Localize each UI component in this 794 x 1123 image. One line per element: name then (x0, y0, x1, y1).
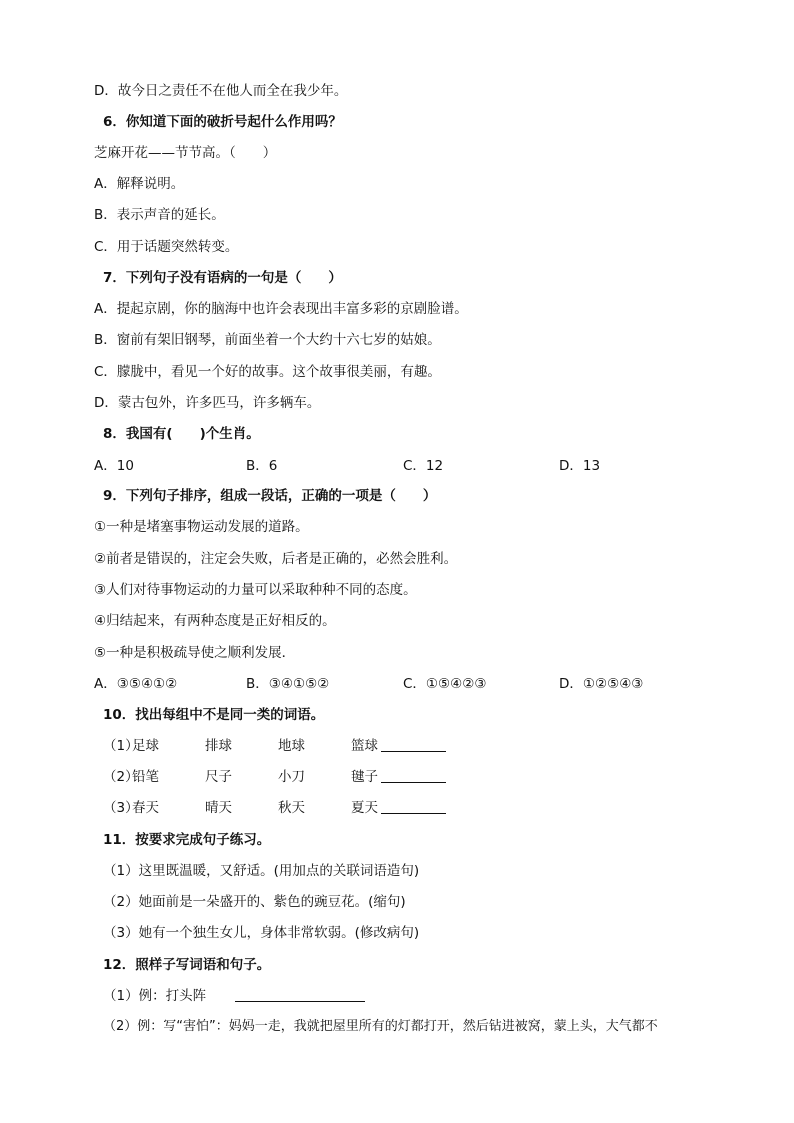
q12-stem: 12．照样子写词语和句子。 (103, 957, 271, 973)
q10-group-1-word-2: 排球 (205, 738, 232, 754)
q10-group-3-word-2: 晴天 (205, 800, 232, 816)
q10-group-3-word-3: 秋天 (278, 800, 305, 816)
q6-stem: 6．你知道下面的破折号起什么作用吗？ (103, 114, 342, 130)
q10-group-3-answer-blank[interactable] (381, 799, 446, 814)
q8-option-a: A．10 (94, 458, 134, 474)
q8-stem: 8．我国有( )个生肖。 (103, 426, 260, 442)
q8-option-b: B．6 (246, 458, 278, 474)
q9-sentence-5: ⑤一种是积极疏导使之顺利发展． (94, 645, 296, 661)
q9-stem: 9．下列句子排序，组成一段话，正确的一项是（ ） (103, 488, 437, 504)
q6-example: 芝麻开花——节节高。（ ） (94, 145, 277, 161)
q9-sentence-2: ②前者是错误的，注定会失败，后者是正确的，必然会胜利。 (94, 551, 458, 567)
q9-options (94, 675, 694, 693)
q11-stem: 11．按要求完成句子练习。 (103, 832, 271, 848)
q10-group-2-answer-blank[interactable] (381, 768, 446, 783)
q10-group-2-label: （2） (103, 769, 139, 785)
q7-option-a: A．提起京剧，你的脑海中也许会表现出丰富多彩的京剧脸谱。 (94, 301, 468, 317)
q10-group-3 (103, 799, 463, 817)
q7-stem: 7．下列句子没有语病的一句是（ ） (103, 270, 342, 286)
q9-option-b: B．③④①⑤② (246, 676, 330, 692)
q12-item-1-answer-blank[interactable] (235, 987, 365, 1002)
q12-item-1: （1）例：打头阵 (103, 988, 207, 1004)
q8-option-d: D．13 (559, 458, 601, 474)
q10-group-2-word-2: 尺子 (205, 769, 232, 785)
q10-group-1-word-1: 足球 (132, 738, 159, 754)
q10-group-1-label: （1） (103, 738, 139, 754)
q9-option-a: A．③⑤④①② (94, 676, 178, 692)
q10-group-1 (103, 737, 463, 755)
q5-option-d: D．故今日之责任不在他人而全在我少年。 (94, 83, 348, 99)
q10-group-2-word-1: 铅笔 (132, 769, 159, 785)
q6-option-a: A．解释说明。 (94, 176, 185, 192)
q9-sentence-1: ①一种是堵塞事物运动发展的道路。 (94, 519, 309, 535)
q10-group-2-word-4: 毽子 (351, 769, 378, 785)
q7-option-b: B．窗前有架旧钢琴，前面坐着一个大约十六七岁的姑娘。 (94, 332, 441, 348)
q7-option-c: C．朦胧中，看见一个好的故事。这个故事很美丽，有趣。 (94, 364, 441, 380)
q10-group-2 (103, 768, 463, 786)
q8-options (94, 457, 654, 475)
q10-group-3-word-4: 夏天 (351, 800, 378, 816)
q7-option-d: D．蒙古包外，许多匹马，许多辆车。 (94, 395, 321, 411)
q6-option-b: B．表示声音的延长。 (94, 207, 225, 223)
q10-group-1-word-3: 地球 (278, 738, 305, 754)
q11-item-3: （3）她有一个独生女儿，身体非常软弱。(修改病句) (103, 925, 420, 941)
q9-option-d: D．①②⑤④③ (559, 676, 644, 692)
q10-group-1-answer-blank[interactable] (381, 737, 446, 752)
q11-item-1: （1）这里既温暖，又舒适。(用加点的关联词语造句) (103, 863, 420, 879)
q12-item-2: （2）例：写“害怕”：妈妈一走，我就把屋里所有的灯都打开，然后钻进被窝，蒙上头，大气都不 (103, 1019, 658, 1034)
q9-sentence-3: ③人们对待事物运动的力量可以采取种种不同的态度。 (94, 582, 417, 598)
q8-option-c: C．12 (403, 458, 444, 474)
q10-group-1-word-4: 篮球 (351, 738, 378, 754)
q10-group-2-word-3: 小刀 (278, 769, 305, 785)
q12-item-1-row (103, 987, 403, 1005)
q9-option-c: C．①⑤④②③ (403, 676, 487, 692)
q10-group-3-label: （3） (103, 800, 139, 816)
q10-group-3-word-1: 春天 (132, 800, 159, 816)
q10-stem: 10．找出每组中不是同一类的词语。 (103, 707, 325, 723)
q11-item-2: （2）她面前是一朵盛开的、紫色的豌豆花。(缩句) (103, 894, 406, 910)
q6-option-c: C．用于话题突然转变。 (94, 239, 239, 255)
q9-sentence-4: ④归结起来，有两种态度是正好相反的。 (94, 613, 336, 629)
